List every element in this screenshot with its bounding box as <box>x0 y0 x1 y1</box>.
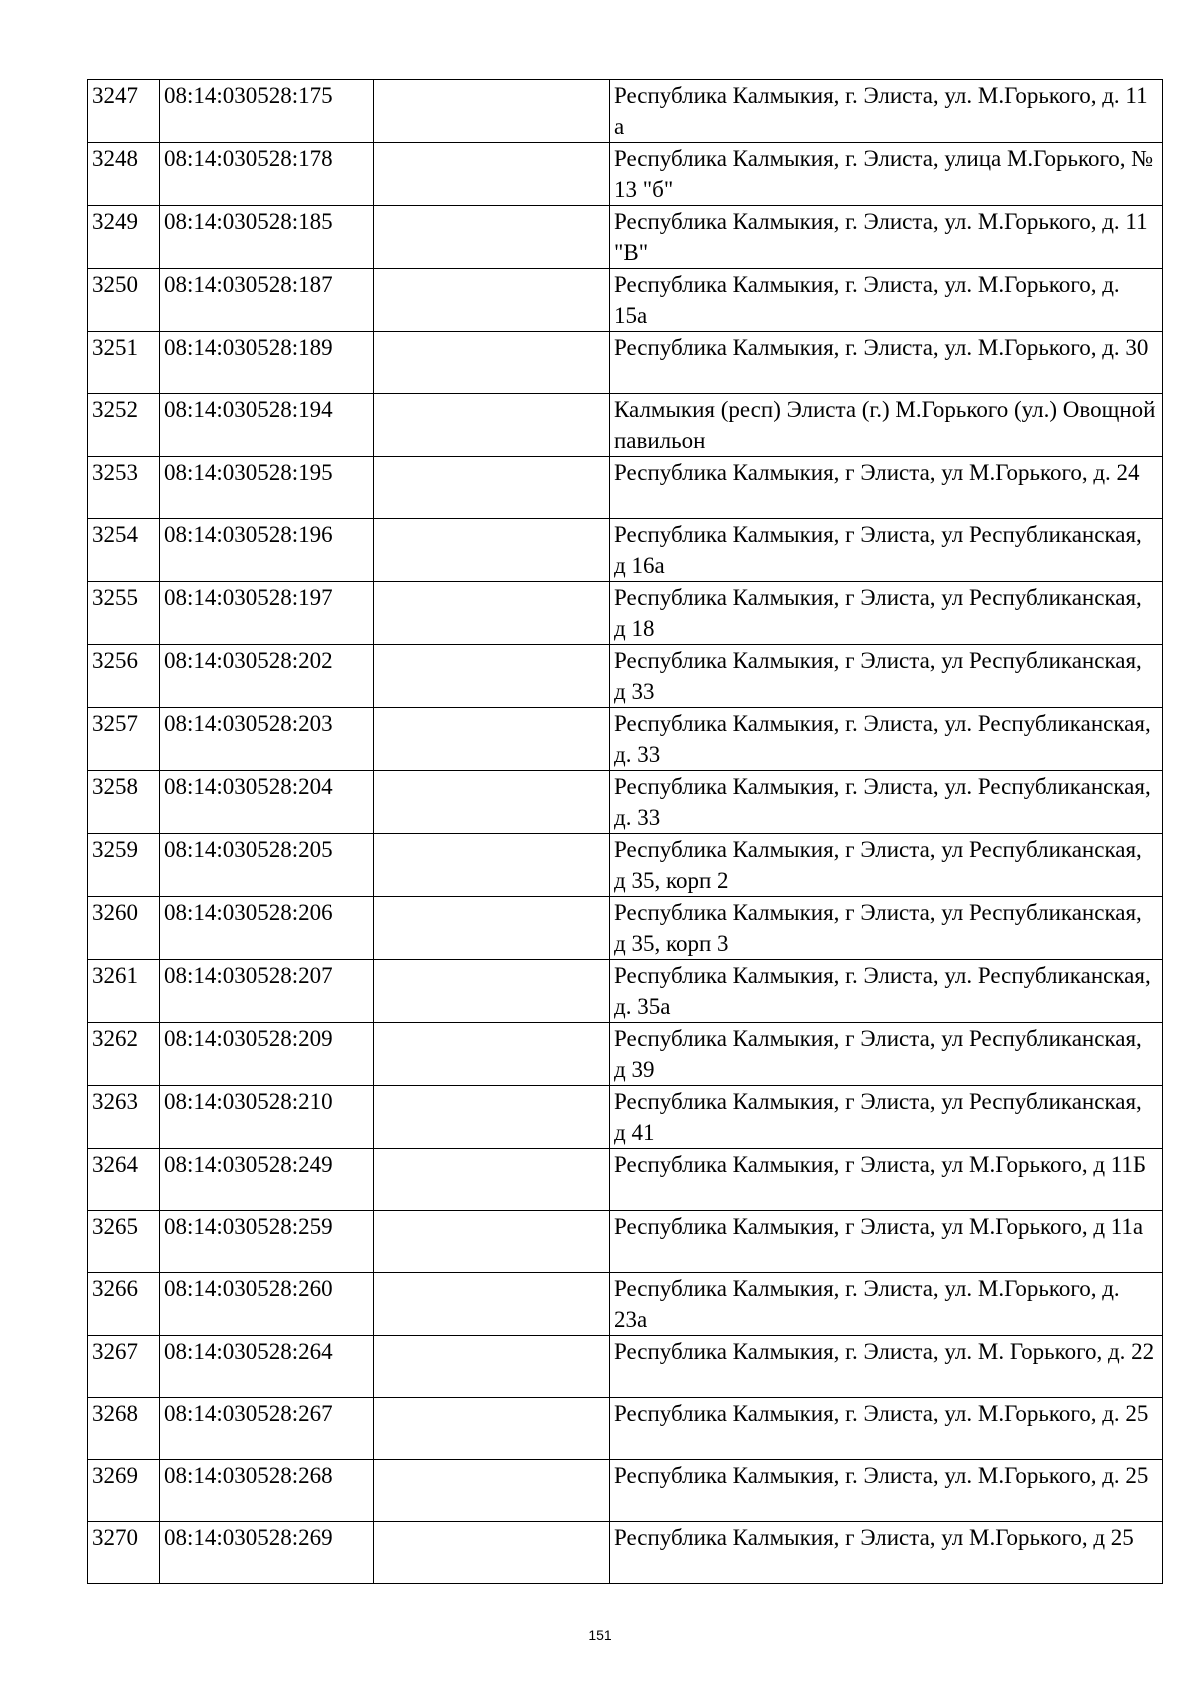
row-number-cell: 3262 <box>88 1023 160 1086</box>
empty-cell <box>374 1460 610 1522</box>
cadastral-number-cell: 08:14:030528:269 <box>160 1522 374 1584</box>
registry-table <box>87 79 1163 1584</box>
table-row <box>88 1086 1163 1149</box>
table-row <box>88 394 1163 457</box>
cadastral-number-cell: 08:14:030528:197 <box>160 582 374 645</box>
empty-cell <box>374 143 610 206</box>
address-cell: Республика Калмыкия, г. Элиста, ул. М.Горького, д. 23а <box>610 1273 1163 1336</box>
table-row <box>88 834 1163 897</box>
cadastral-number-cell: 08:14:030528:259 <box>160 1211 374 1273</box>
address-cell: Республика Калмыкия, г Элиста, ул Республиканская, д 35, корп 2 <box>610 834 1163 897</box>
cadastral-number-cell: 08:14:030528:264 <box>160 1336 374 1398</box>
row-number-cell: 3256 <box>88 645 160 708</box>
row-number-cell: 3250 <box>88 269 160 332</box>
address-cell: Республика Калмыкия, г. Элиста, ул. М.Горького, д. 11 "В" <box>610 206 1163 269</box>
row-number-cell: 3247 <box>88 80 160 143</box>
table-row <box>88 897 1163 960</box>
cadastral-number-cell: 08:14:030528:249 <box>160 1149 374 1211</box>
table-row <box>88 1149 1163 1211</box>
empty-cell <box>374 394 610 457</box>
row-number-cell: 3261 <box>88 960 160 1023</box>
cadastral-number-cell: 08:14:030528:175 <box>160 80 374 143</box>
row-number-cell: 3251 <box>88 332 160 394</box>
cadastral-number-cell: 08:14:030528:206 <box>160 897 374 960</box>
row-number-cell: 3255 <box>88 582 160 645</box>
row-number-cell: 3257 <box>88 708 160 771</box>
address-cell: Республика Калмыкия, г. Элиста, ул. Республиканская, д. 33 <box>610 771 1163 834</box>
address-cell: Республика Калмыкия, г Элиста, ул Республиканская, д 35, корп 3 <box>610 897 1163 960</box>
row-number-cell: 3253 <box>88 457 160 519</box>
address-cell: Республика Калмыкия, г. Элиста, ул. М.Горького, д. 30 <box>610 332 1163 394</box>
empty-cell <box>374 1211 610 1273</box>
address-cell: Республика Калмыкия, г. Элиста, ул. М.Горького, д. 11 а <box>610 80 1163 143</box>
cadastral-number-cell: 08:14:030528:202 <box>160 645 374 708</box>
table-row <box>88 1460 1163 1522</box>
address-cell: Республика Калмыкия, г. Элиста, ул. М.Горького, д. 25 <box>610 1460 1163 1522</box>
row-number-cell: 3266 <box>88 1273 160 1336</box>
table-row <box>88 269 1163 332</box>
table-row <box>88 771 1163 834</box>
address-cell: Республика Калмыкия, г Элиста, ул Республиканская, д 16а <box>610 519 1163 582</box>
table-row <box>88 1522 1163 1584</box>
table-row <box>88 1023 1163 1086</box>
row-number-cell: 3269 <box>88 1460 160 1522</box>
empty-cell <box>374 1336 610 1398</box>
row-number-cell: 3264 <box>88 1149 160 1211</box>
address-cell: Республика Калмыкия, г Элиста, ул Республиканская, д 18 <box>610 582 1163 645</box>
cadastral-number-cell: 08:14:030528:185 <box>160 206 374 269</box>
empty-cell <box>374 457 610 519</box>
address-cell: Республика Калмыкия, г Элиста, ул М.Горького, д 25 <box>610 1522 1163 1584</box>
row-number-cell: 3258 <box>88 771 160 834</box>
row-number-cell: 3268 <box>88 1398 160 1460</box>
empty-cell <box>374 206 610 269</box>
row-number-cell: 3260 <box>88 897 160 960</box>
table-row <box>88 1211 1163 1273</box>
table-row <box>88 332 1163 394</box>
address-cell: Республика Калмыкия, г. Элиста, ул. М.Горького, д. 25 <box>610 1398 1163 1460</box>
table-row <box>88 582 1163 645</box>
table-row <box>88 1273 1163 1336</box>
empty-cell <box>374 1522 610 1584</box>
row-number-cell: 3254 <box>88 519 160 582</box>
cadastral-number-cell: 08:14:030528:178 <box>160 143 374 206</box>
cadastral-number-cell: 08:14:030528:205 <box>160 834 374 897</box>
empty-cell <box>374 269 610 332</box>
cadastral-number-cell: 08:14:030528:207 <box>160 960 374 1023</box>
empty-cell <box>374 1398 610 1460</box>
address-cell: Республика Калмыкия, г Элиста, ул Республиканская, д 33 <box>610 645 1163 708</box>
address-cell: Республика Калмыкия, г Элиста, ул М.Горького, д 11Б <box>610 1149 1163 1211</box>
table-row <box>88 645 1163 708</box>
row-number-cell: 3252 <box>88 394 160 457</box>
row-number-cell: 3248 <box>88 143 160 206</box>
cadastral-number-cell: 08:14:030528:204 <box>160 771 374 834</box>
empty-cell <box>374 960 610 1023</box>
row-number-cell: 3270 <box>88 1522 160 1584</box>
empty-cell <box>374 80 610 143</box>
cadastral-number-cell: 08:14:030528:210 <box>160 1086 374 1149</box>
table-row <box>88 80 1163 143</box>
address-cell: Республика Калмыкия, г. Элиста, улица М.Горького, № 13 "б" <box>610 143 1163 206</box>
empty-cell <box>374 1149 610 1211</box>
empty-cell <box>374 1023 610 1086</box>
table-row <box>88 960 1163 1023</box>
cadastral-number-cell: 08:14:030528:196 <box>160 519 374 582</box>
row-number-cell: 3249 <box>88 206 160 269</box>
address-cell: Республика Калмыкия, г Элиста, ул М.Горького, д 11а <box>610 1211 1163 1273</box>
cadastral-number-cell: 08:14:030528:189 <box>160 332 374 394</box>
cadastral-number-cell: 08:14:030528:267 <box>160 1398 374 1460</box>
cadastral-number-cell: 08:14:030528:209 <box>160 1023 374 1086</box>
table-row <box>88 519 1163 582</box>
empty-cell <box>374 519 610 582</box>
cadastral-number-cell: 08:14:030528:260 <box>160 1273 374 1336</box>
empty-cell <box>374 897 610 960</box>
address-cell: Республика Калмыкия, г. Элиста, ул. Республиканская, д. 33 <box>610 708 1163 771</box>
address-cell: Республика Калмыкия, г. Элиста, ул. Республиканская, д. 35а <box>610 960 1163 1023</box>
table-row <box>88 1336 1163 1398</box>
table-row <box>88 143 1163 206</box>
cadastral-number-cell: 08:14:030528:268 <box>160 1460 374 1522</box>
cadastral-number-cell: 08:14:030528:194 <box>160 394 374 457</box>
page-number: 151 <box>588 1627 612 1643</box>
empty-cell <box>374 582 610 645</box>
row-number-cell: 3259 <box>88 834 160 897</box>
empty-cell <box>374 708 610 771</box>
row-number-cell: 3263 <box>88 1086 160 1149</box>
cadastral-number-cell: 08:14:030528:195 <box>160 457 374 519</box>
row-number-cell: 3265 <box>88 1211 160 1273</box>
address-cell: Республика Калмыкия, г Элиста, ул Республиканская, д 41 <box>610 1086 1163 1149</box>
cadastral-number-cell: 08:14:030528:203 <box>160 708 374 771</box>
address-cell: Республика Калмыкия, г Элиста, ул Республиканская, д 39 <box>610 1023 1163 1086</box>
empty-cell <box>374 834 610 897</box>
address-cell: Республика Калмыкия, г Элиста, ул М.Горького, д. 24 <box>610 457 1163 519</box>
table-row <box>88 1398 1163 1460</box>
address-cell: Калмыкия (респ) Элиста (г.) М.Горького (ул.) Овощной павильон <box>610 394 1163 457</box>
cadastral-number-cell: 08:14:030528:187 <box>160 269 374 332</box>
table-row <box>88 206 1163 269</box>
empty-cell <box>374 1086 610 1149</box>
address-cell: Республика Калмыкия, г. Элиста, ул. М.Горького, д. 15а <box>610 269 1163 332</box>
empty-cell <box>374 1273 610 1336</box>
row-number-cell: 3267 <box>88 1336 160 1398</box>
empty-cell <box>374 332 610 394</box>
empty-cell <box>374 771 610 834</box>
registry-table-body <box>88 80 1163 1584</box>
table-row <box>88 457 1163 519</box>
address-cell: Республика Калмыкия, г. Элиста, ул. М. Горького, д. 22 <box>610 1336 1163 1398</box>
table-row <box>88 708 1163 771</box>
empty-cell <box>374 645 610 708</box>
